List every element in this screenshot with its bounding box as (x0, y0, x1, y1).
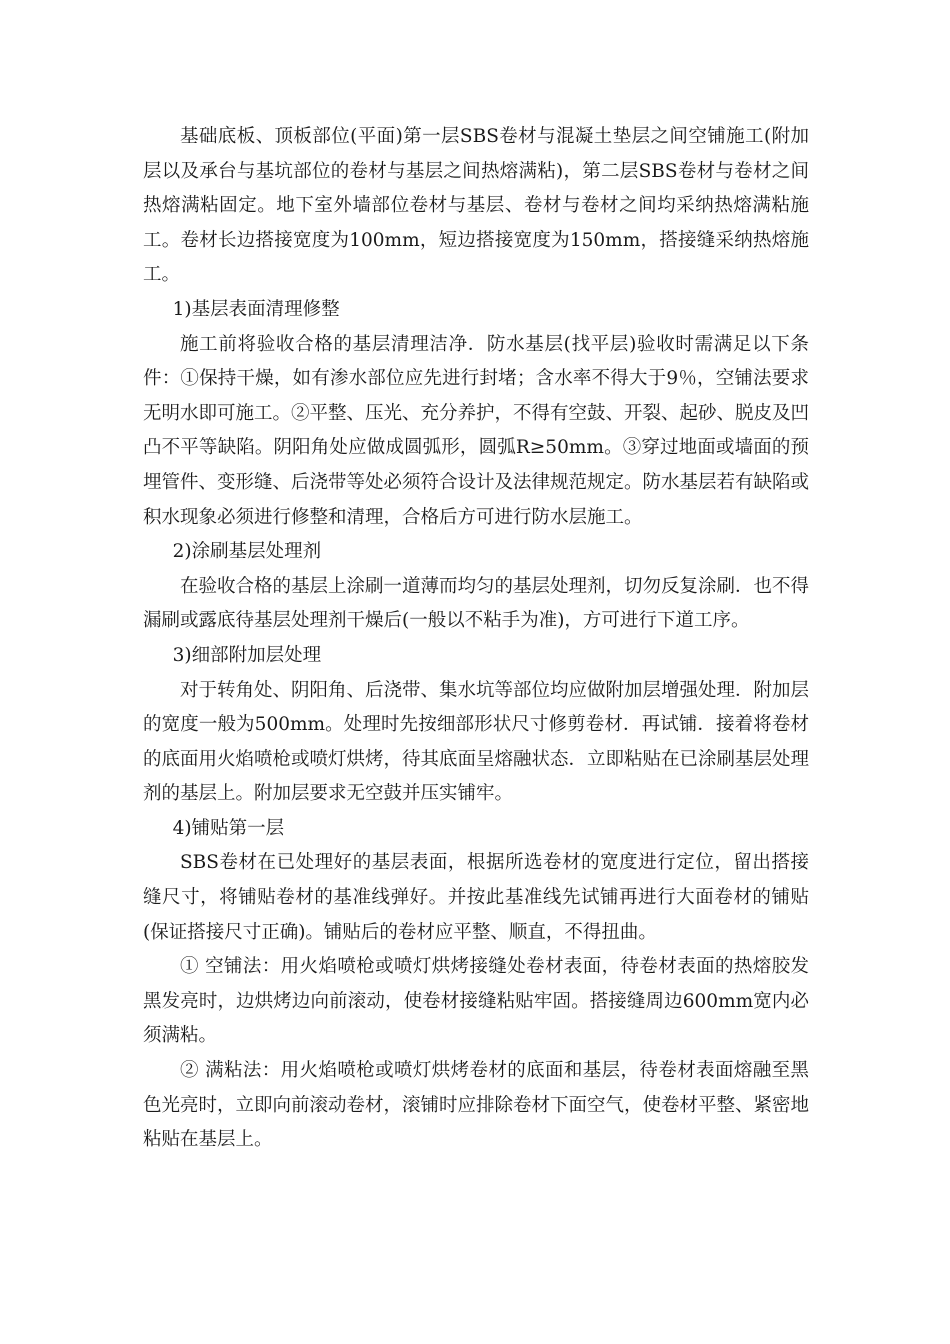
paragraph-base-cleaning: 施工前将验收合格的基层清理洁净．防水基层(找平层)验收时需满足以下条件：①保持干燥，如有渗水部位应先进行封堵；含水率不得大于9％，空铺法要求无明水即可施工。②平整、压光、充分养护，不得有空鼓、开裂、起砂、脱皮及凹凸不平等缺陷。阴阳角处应做成圆弧形，圆弧R≥50mm。③穿过地面或墙面的预埋管件、变形缝、后浇带等处必须符合设计及法律规范规定。防水基层若有缺陷或积水现象必须进行修整和清理，合格后方可进行防水层施工。 (143, 333, 810, 528)
document-body (143, 120, 809, 1158)
paragraph-waterproof-intro: 基础底板、顶板部位(平面)第一层SBS卷材与混凝土垫层之间空铺施工(附加层以及承台与基坑部位的卷材与基层之间热熔满粘)，第二层SBS卷材与卷材之间热熔满粘固定。地下室外墙部位卷材与基层、卷材与卷材之间均采纳热熔满粘施工。卷材长边搭接宽度为100mm，短边搭接宽度为150mm，搭接缝采纳热熔施工。 (143, 126, 809, 286)
heading-base-cleaning: 1)基层表面清理修整 (172, 298, 340, 320)
paragraph-first-layer: SBS卷材在已处理好的基层表面，根据所选卷材的宽度进行定位，留出搭接缝尺寸，将铺贴卷材的基准线弹好。并按此基准线先试铺再进行大面卷材的铺贴(保证搭接尺寸正确)。铺贴后的卷材应平整、顺直，不得扭曲。 (143, 852, 809, 943)
paragraph-full-bonding: ② 满粘法：用火焰喷枪或喷灯烘烤卷材的底面和基层，待卷材表面熔融至黑色光亮时，立即向前滚动卷材，滚铺时应排除卷材下面空气，使卷材平整、紧密地粘贴在基层上。 (143, 1060, 810, 1151)
heading-detail-layer: 3)细部附加层处理 (172, 644, 322, 666)
heading-primer: 2)涂刷基层处理剂 (172, 541, 322, 563)
paragraph-detail-layer: 对于转角处、阴阳角、后浇带、集水坑等部位均应做附加层增强处理．附加层的宽度一般为500mm。处理时先按细部形状尺寸修剪卷材．再试铺．接着将卷材的底面用火焰喷枪或喷灯烘烤，待其底面呈熔融状态．立即粘贴在已涂刷基层处理剂的基层上。附加层要求无空鼓并压实铺牢。 (143, 679, 810, 805)
heading-first-layer: 4)铺贴第一层 (172, 817, 285, 839)
paragraph-empty-paving: ① 空铺法：用火焰喷枪或喷灯烘烤接缝处卷材表面，待卷材表面的热熔胶发黑发亮时，边烘烤边向前滚动，使卷材接缝粘贴牢固。搭接缝周边600mm宽内必须满粘。 (143, 956, 809, 1047)
paragraph-primer: 在验收合格的基层上涂刷一道薄而均匀的基层处理剂，切勿反复涂刷．也不得漏刷或露底待基层处理剂干燥后(一般以不粘手为准)，方可进行下道工序。 (143, 575, 810, 632)
